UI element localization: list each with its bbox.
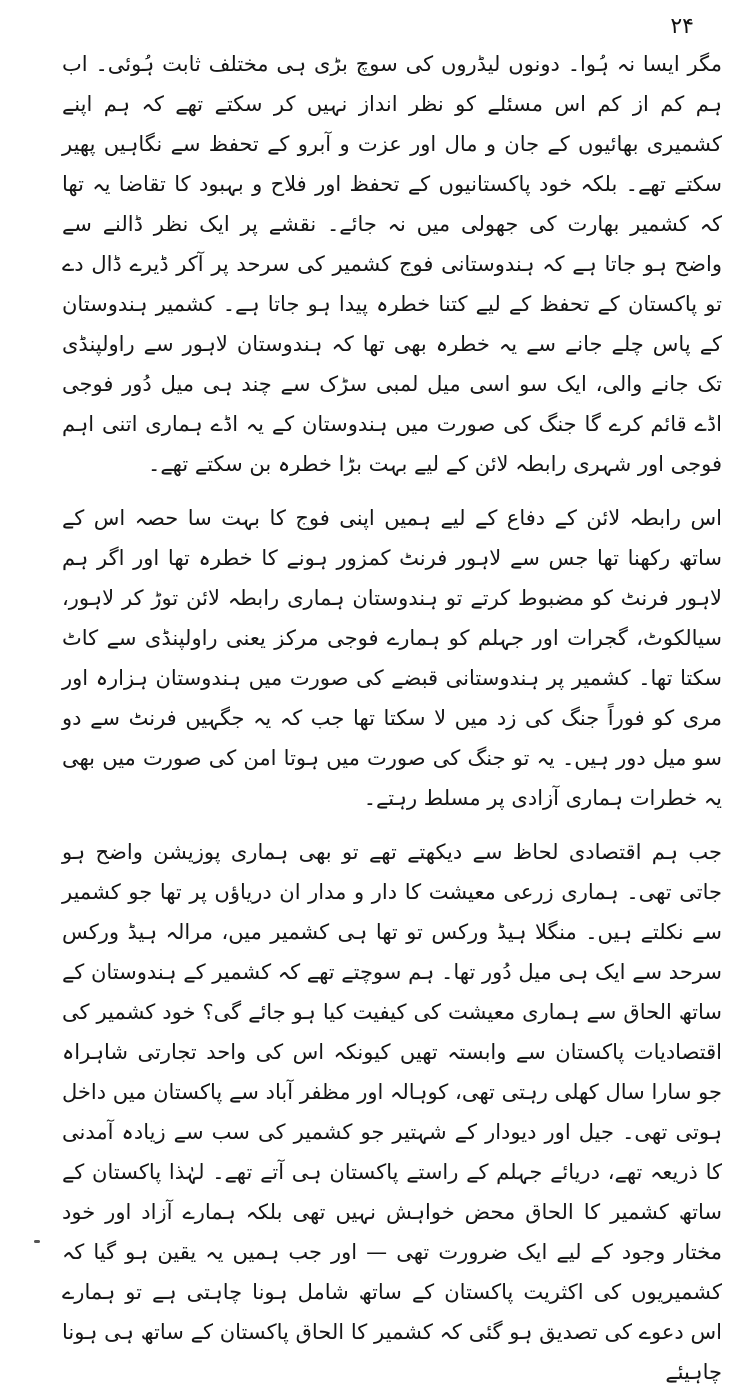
paragraph-2: اس رابطہ لائن کے دفاع کے لیے ہمیں اپنی فوج کا بہت سا حصہ اس کے ساتھ رکھنا تھا جس سے لاہور فرنٹ کمزور ہونے کا خطرہ تھا اور اگر ہم لاہور فرنٹ کو مضبوط کرتے تو ہندوستان ہماری رابطہ لائن توڑ کر لاہور، سیالکوٹ، گجرات اور جہلم کو ہمارے فوجی مرکز یعنی راولپنڈی سے کاٹ سکتا تھا۔ کشمیر پر ہندوستانی قبضے کی صورت میں ہندوستان ہزارہ اور مری کو فوراً جنگ کی زد میں لا سکتا تھا جب کہ یہ جگہیں فرنٹ سے دو سو میل دور ہیں۔ یہ تو جنگ کی صورت میں ہوتا امن کی صورت میں بھی یہ خطرات ہماری آزادی پر مسلط رہتے۔: [62, 506, 722, 810]
paragraph-1: مگر ایسا نہ ہُوا۔ دونوں لیڈروں کی سوچ بڑی ہی مختلف ثابت ہُوئی۔ اب ہم کم از کم اس مسئلے کو نظر انداز نہیں کر سکتے تھے کہ ہم اپنے کشمیری بھائیوں کے جان و مال اور عزت و آبرو کے تحفظ سے نگاہیں پھیر سکتے تھے۔ بلکہ خود پاکستانیوں کے تحفظ اور فلاح و بہبود کا تقاضا یہ تھا کہ کشمیر بھارت کی جھولی میں نہ جائے۔ نقشے پر ایک نظر ڈالنے سے واضح ہو جاتا ہے کہ ہندوستانی فوج کشمیر کی سرحد پر آکر ڈیرے ڈال دے تو پاکستان کے تحفظ کے لیے کتنا خطرہ پیدا ہو جاتا ہے۔ کشمیر ہندوستان کے پاس چلے جانے سے یہ خطرہ بھی تھا کہ ہندوستان لاہور سے راولپنڈی تک جانے والی، ایک سو اسی میل لمبی سڑک سے چند ہی میل دُور فوجی اڈے قائم کرے گا جنگ کی صورت میں ہندوستان کے یہ اڈے ہماری اتنی اہم فوجی اور شہری رابطہ لائن کے لیے بہت بڑا خطرہ بن سکتے تھے۔: [62, 52, 722, 476]
page-body-text: [62, 44, 722, 1392]
scan-speck-mark: [34, 1240, 40, 1243]
page-number: ۲۴: [670, 14, 694, 39]
paragraph-3: جب ہم اقتصادی لحاظ سے دیکھتے تھے تو بھی ہماری پوزیشن واضح ہو جاتی تھی۔ ہماری زرعی معیشت کا دار و مدار ان دریاؤں پر تھا جو کشمیر سے نکلتے ہیں۔ منگلا ہیڈ ورکس تو تھا ہی کشمیر میں، مرالہ ہیڈ ورکس سرحد سے ایک ہی میل دُور تھا۔ ہم سوچتے تھے کہ کشمیر کے ہندوستان کے ساتھ الحاق سے ہماری معیشت کی کیفیت کیا ہو جائے گی؟ خود کشمیر کی اقتصادیات پاکستان سے وابستہ تھیں کیونکہ اس کی واحد تجارتی شاہراہ جو سارا سال کھلی رہتی تھی، کوہالہ اور مظفر آباد سے پاکستان میں داخل ہوتی تھی۔ جیل اور دیودار کے شہتیر جو کشمیر کی سب سے زیادہ آمدنی کا ذریعہ تھے، دریائے جہلم کے راستے پاکستان ہی آتے تھے۔ لہٰذا پاکستان کے ساتھ کشمیر کا الحاق محض خواہش نہیں تھی بلکہ ہمارے آزاد اور خود مختار وجود کے لیے ایک ضرورت تھی — اور جب ہمیں یہ یقین ہو گیا کہ کشمیریوں کی اکثریت پاکستان کے ساتھ شامل ہونا چاہتی ہے تو ہمارے اس دعوے کی تصدیق ہو گئی کہ کشمیر کا الحاق پاکستان کے ساتھ ہی ہونا چاہیئے: [62, 840, 722, 1384]
